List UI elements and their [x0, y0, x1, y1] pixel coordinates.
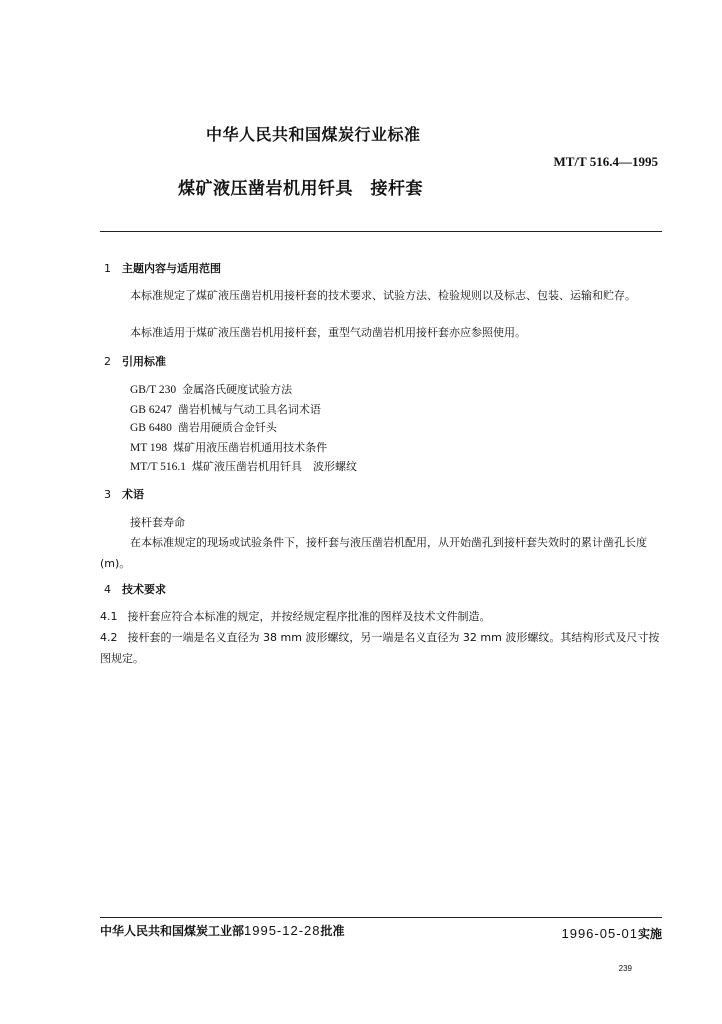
section-title: 技术要求 — [122, 583, 166, 596]
section-title: 主题内容与适用范围 — [122, 262, 221, 275]
section-3-heading — [104, 486, 144, 502]
section-number: 2 — [104, 355, 111, 368]
clause-number: 4.2 — [100, 631, 118, 644]
implementation-date: 1996-05-01 — [561, 926, 638, 941]
reference-title: 金属洛氏硬度试验方法 — [182, 383, 293, 396]
reference-code: MT 198 — [130, 442, 168, 454]
reference-code: GB/T 230 — [130, 384, 177, 396]
reference-code: MT/T 516.1 — [130, 461, 187, 473]
reference-item — [130, 401, 321, 417]
reference-item — [130, 381, 292, 397]
section-1-paragraph-2: 本标准适用于煤矿液压凿岩机用接杆套，重型气动凿岩机用接杆套亦应参照使用。 — [130, 326, 526, 339]
section-title: 引用标准 — [122, 355, 166, 368]
reference-title: 煤矿用液压凿岩机通用技术条件 — [173, 441, 328, 454]
page-number: 239 — [618, 964, 632, 973]
clause-4-1 — [100, 606, 491, 627]
approval-line — [100, 922, 345, 939]
section-1-heading — [104, 260, 221, 276]
reference-code: GB 6247 — [130, 404, 172, 416]
standard-number: MT/T 516.4—1995 — [553, 154, 658, 169]
section-4-heading — [104, 581, 166, 597]
implementation-label: 实施 — [637, 927, 662, 941]
issuer: 中华人民共和国煤炭工业部 — [100, 924, 245, 938]
section-title: 术语 — [122, 488, 144, 501]
clause-number: 4.1 — [100, 610, 118, 623]
reference-item — [130, 419, 277, 435]
reference-title: 凿岩机械与气动工具名词术语 — [177, 403, 321, 416]
reference-code: GB 6480 — [130, 422, 172, 434]
term-name: 接杆套寿命 — [130, 516, 185, 529]
standard-title: 煤矿液压凿岩机用钎具 接杆套 — [178, 179, 423, 199]
clause-4-2 — [100, 627, 664, 669]
clause-text: 接杆套的一端是名义直径为 38 mm 波形螺纹，另一端是名义直径为 32 mm 波形螺纹。其结构形式及尺寸按图规定。 — [100, 631, 660, 665]
section-number: 3 — [104, 488, 111, 501]
footer-divider — [100, 917, 662, 918]
approval-label: 批准 — [320, 924, 345, 938]
reference-item — [130, 439, 327, 455]
section-2-heading — [104, 353, 166, 369]
approval-date: 1995-12-28 — [244, 923, 321, 938]
issuing-organization: 中华人民共和国煤炭行业标准 — [206, 125, 421, 144]
header-divider — [100, 231, 662, 232]
section-number: 1 — [104, 262, 111, 275]
clause-text: 接杆套应符合本标准的规定，并按经规定程序批准的图样及技术文件制造。 — [127, 610, 491, 623]
reference-title: 煤矿液压凿岩机用钎具 波形螺纹 — [192, 460, 358, 473]
reference-title: 凿岩用硬质合金钎头 — [177, 421, 277, 434]
implementation-line — [561, 925, 662, 942]
section-number: 4 — [104, 583, 111, 596]
term-definition: 在本标准规定的现场或试验条件下，接杆套与液压凿岩机配用，从开始凿孔到接杆套失效时的累计凿孔长度(m)。 — [100, 536, 647, 570]
reference-item — [130, 458, 357, 474]
section-1-paragraph-1: 本标准规定了煤矿液压凿岩机用接杆套的技术要求、试验方法、检验规则以及标志、包装、运输和贮存。 — [130, 289, 636, 302]
